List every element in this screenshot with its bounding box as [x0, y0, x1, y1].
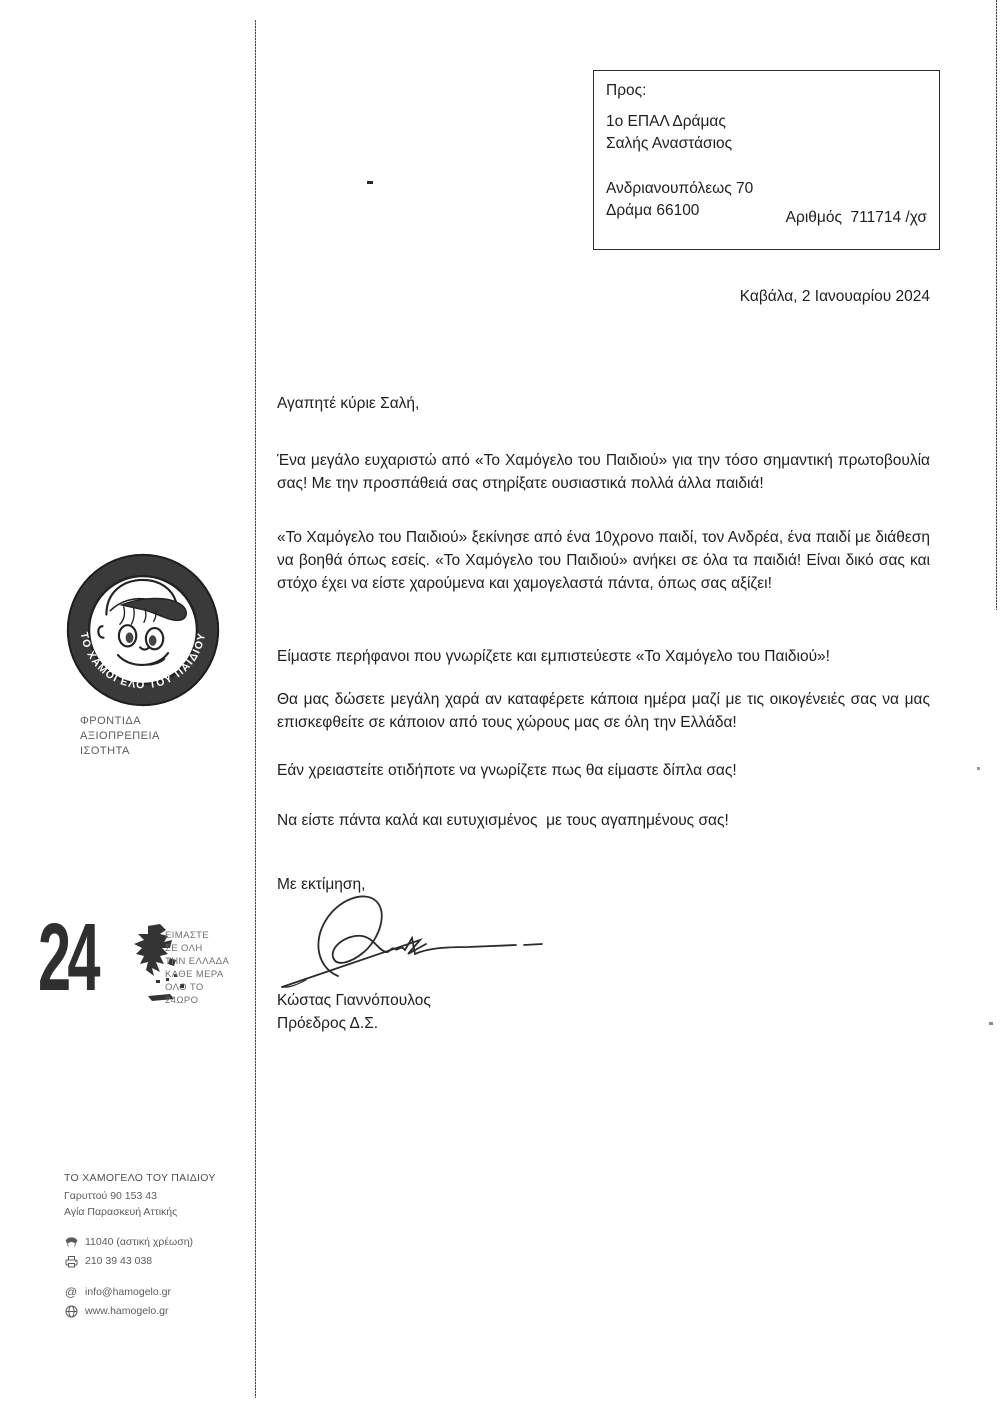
paragraph: Εάν χρειαστείτε οτιδήποτε να γνωρίζετε πως θα είμαστε δίπλα σας!	[277, 762, 737, 779]
value-line: ΦΡΟΝΤΙΔΑ	[80, 715, 142, 727]
signer-title: Πρόεδρος Δ.Σ.	[277, 1015, 379, 1032]
value-line: ΙΣΟΤΗΤΑ	[80, 745, 130, 757]
footer-phone-row	[64, 1233, 216, 1252]
footer-address-line: Γαρυττού 90 153 43	[64, 1189, 157, 1202]
fax-icon	[64, 1254, 78, 1268]
phone-icon	[64, 1235, 78, 1249]
values-tagline	[80, 714, 160, 759]
footer-fax-row	[64, 1252, 216, 1271]
scan-line-right	[996, 0, 997, 610]
footer-org-name: ΤΟ ΧΑΜΟΓΕΛΟ ΤΟΥ ΠΑΙΔΙΟΥ	[64, 1172, 216, 1184]
scan-speck	[367, 181, 373, 184]
footer-phone: 11040 (αστική χρέωση)	[85, 1235, 194, 1248]
badge-24-line: ΟΛΟ ΤΟ 24ΩΡΟ	[165, 982, 204, 1006]
dateline: Καβάλα, 2 Ιανουαρίου 2024	[739, 288, 930, 305]
footer-fax: 210 39 43 038	[85, 1254, 153, 1267]
spacer	[64, 1221, 216, 1233]
badge-24-line: ΚΑΘΕ ΜΕΡΑ	[165, 969, 224, 980]
badge-24-line: ΤΗΝ ΕΛΛΑΔΑ	[165, 956, 230, 967]
recipient-city: Δράμα 66100	[606, 202, 700, 219]
scan-line-left	[255, 20, 256, 1398]
signer-name: Κώστας Γιαννόπουλος	[277, 992, 431, 1009]
badge-24-line: ΣΕ ΟΛΗ	[165, 943, 203, 954]
email-at-icon: @	[64, 1285, 78, 1299]
paragraph: Ένα μεγάλο ευχαριστώ από «Το Χαμόγελο του Παιδιού» για την τόσο σημαντική πρωτοβουλία σας! Με την προσπάθειά σας στηρίξατε ουσιαστικά πολλά άλλα παιδιά!	[277, 452, 930, 492]
closing: Με εκτίμηση,	[277, 876, 366, 893]
reference-number: Αριθμός 711714 /χσ	[785, 209, 927, 226]
footer-web: www.hamogelo.gr	[85, 1304, 169, 1317]
globe-icon	[64, 1304, 78, 1318]
paragraph: Είμαστε περήφανοι που γνωρίζετε και εμπιστεύεστε «Το Χαμόγελο του Παιδιού»!	[277, 648, 830, 665]
scan-speck	[977, 767, 980, 770]
spacer	[606, 155, 927, 178]
recipient-label: Προς:	[606, 82, 647, 99]
logo-ring-text: ΤΟ ΧΑΜΟΓΕΛΟ ΤΟΥ ΠΑΙΔΙΟΥ	[77, 631, 209, 692]
value-line: ΑΞΙΟΠΡΕΠΕΙΑ	[80, 730, 160, 742]
paragraph: Να είστε πάντα καλά και ευτυχισμένος με τους αγαπημένους σας!	[277, 812, 729, 829]
recipient-street: Ανδριανουπόλεως 70	[606, 180, 754, 197]
recipient-address-box	[593, 70, 940, 250]
badge-24-number: 24	[38, 904, 97, 1011]
footer-email-row	[64, 1283, 216, 1302]
recipient-line: 1ο ΕΠΑΛ Δράμας	[606, 113, 726, 130]
footer-address-line: Αγία Παρασκευή Αττικής	[64, 1206, 178, 1218]
salutation: Αγαπητέ κύριε Σαλή,	[277, 395, 420, 412]
paragraph: «Το Χαμόγελο του Παιδιού» ξεκίνησε από ένα 10χρονο παιδί, τον Ανδρέα, ένα παιδί με διάθεση να βοηθά όπως εσείς. «Το Χαμόγελο του Παιδιού» ανήκει σε όλα τα παιδιά! Είναι δικό σας και στόχο έχει να είστε χαρούμενα και χαμογελαστά πάντα, όπως σας αξίζει!	[277, 529, 930, 592]
footer-web-row	[64, 1302, 216, 1321]
scan-speck	[989, 1022, 993, 1025]
footer-email: info@hamogelo.gr	[85, 1285, 171, 1298]
spacer	[64, 1271, 216, 1283]
paragraph: Θα μας δώσετε μεγάλη χαρά αν καταφέρετε κάποια ημέρα μαζί με τις οικογένειές σας να μας επισκεφθείτε σε κάποιον από τους χώρους μας σε όλη την Ελλάδα!	[277, 691, 930, 731]
handwritten-signature	[276, 884, 558, 994]
contact-footer	[64, 1170, 216, 1321]
smile-of-the-child-logo	[64, 551, 222, 709]
recipient-line: Σαλής Αναστάσιος	[606, 135, 733, 152]
badge-24-text	[165, 929, 238, 1007]
badge-24-line: ΕΙΜΑΣΤΕ	[165, 930, 210, 941]
badge-24h	[38, 904, 238, 1011]
